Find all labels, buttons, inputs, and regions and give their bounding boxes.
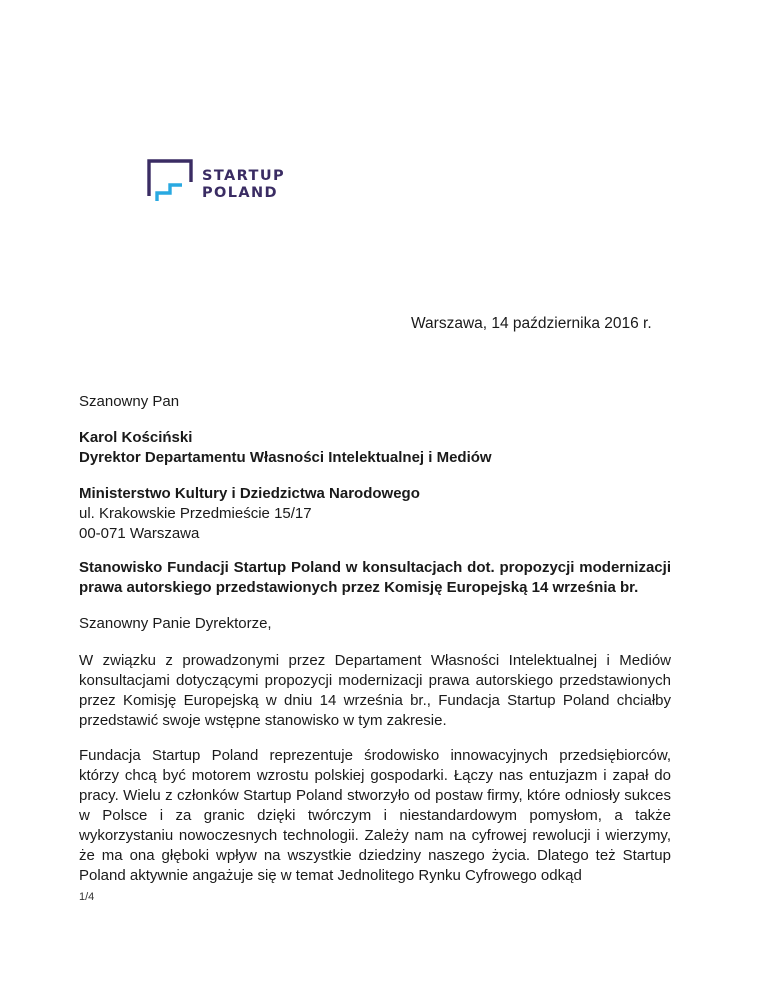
addressee-title: Dyrektor Departamentu Własności Intelektualnej i Mediów <box>79 449 492 466</box>
subject-line: Stanowisko Fundacji Startup Poland w konsultacjach dot. propozycji modernizacji prawa autorskiego przedstawionych przez Komisję Europejską 14 września br. <box>79 559 671 596</box>
page-number: 1/4 <box>79 891 95 903</box>
startup-poland-logo-mark <box>146 158 194 204</box>
startup-poland-logo <box>146 158 296 204</box>
logo-wordmark <box>202 168 285 202</box>
logo-line-1: STARTUP <box>202 168 286 184</box>
paragraph-1: W związku z prowadzonymi przez Departament Własności Intelektualnej i Mediów konsultacjami dotyczącymi propozycji modernizacji prawa autorskiego przedstawionych przez Komisję Europejską w dniu 14 września br., Fundacja Startup Poland chciałby przedstawić swoje wstępne stanowisko w tym zakresie. <box>79 652 671 729</box>
logo-line-2: POLAND <box>202 185 278 201</box>
ministry-city: 00-071 Warszawa <box>79 525 200 542</box>
ministry-street: ul. Krakowskie Przedmieście 15/17 <box>79 505 312 522</box>
dateline: Warszawa, 14 października 2016 r. <box>411 315 652 332</box>
addressee-name: Karol Kościński <box>79 429 193 446</box>
salutation: Szanowny Pan <box>79 393 180 410</box>
ministry-name: Ministerstwo Kultury i Dziedzictwa Narodowego <box>79 485 420 502</box>
greeting: Szanowny Panie Dyrektorze, <box>79 615 272 632</box>
addressee-block <box>79 428 671 468</box>
ministry-address-block <box>79 484 671 544</box>
paragraph-2: Fundacja Startup Poland reprezentuje środowisko innowacyjnych przedsiębiorców, którzy chcą być motorem wzrostu polskiej gospodarki. Łączy nas entuzjazm i zapał do pracy. Wielu z członków Startup Poland stworzyło od postaw firmy, które odniosły sukces w Polsce i za granic dzięki twórczym i niestandardowym pomysłom, a także wykorzystaniu nowoczesnych technologii. Zależy nam na cyfrowej rewolucji i wierzymy, że ma ona głęboki wpływ na wszystkie dziedziny naszego życia. Dlatego też Startup Poland aktywnie angażuje się w temat Jednolitego Rynku Cyfrowego odkąd <box>79 747 671 884</box>
